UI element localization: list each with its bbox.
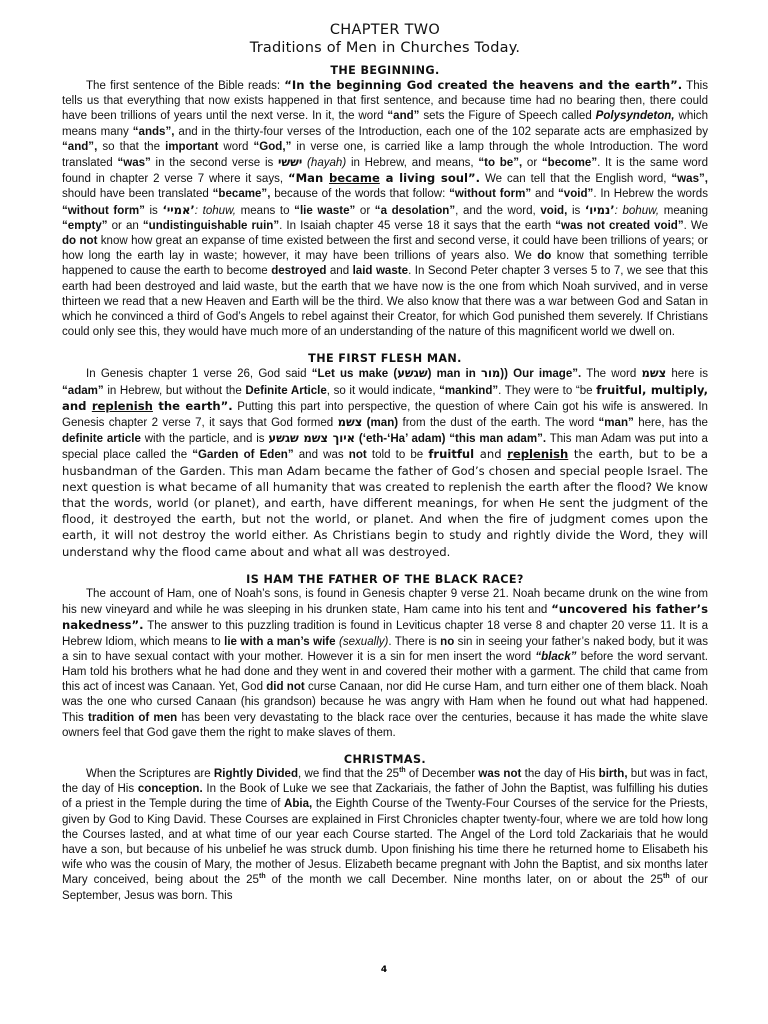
page-number: 4 [380,965,388,975]
section-heading-christmas: CHRISTMAS. [343,752,427,766]
paragraph-beginning: The first sentence of the Bible reads: “In the beginning God created the heavens and the earth”. This tells us that everything that now exists happened in that first sentence, and because time had no bearing then, there could have been trillions of years until the next verse. In it, the word “and” sets the Figure of Speech called Polysyndeton, which means many “ands”, and in the thirty-four verses of the Introduction, each one of the 102 separate acts are emphasized by “and”, so that the important word “God,” in verse one, is carried like a lamp through the whole Introduction. The word translated “was” in the second verse is יששי (hayah) in Hebrew, and means, “to be”, or “become”. It is the same word found in chapter 2 verse 7 where it says, “Man became a living soul”. We can tell that the English word, “was”, should have been translated “became”, because of the words that follow: “without form” and “void”. In Hebrew the words “without form” is ‘אמיי’: tohuw, means to “lie waste” or “a desolation”, and the word, void, is ‘נמיו’: bohuw, meaning “empty” or an “undistinguishable ruin”. In Isaiah chapter 45 verse 18 it says that the earth “was not created void”. We do not know how great an expanse of time existed between the first and second verse, it could have been trillions of years; or how long the earth lay in waste; however, it may have been trillions of years also. We do know that something terrible happened to cause the earth to become destroyed and laid waste. In Second Peter chapter 3 verses 5 to 7, we see that this earth had been destroyed and laid waste, but the earth that we have now is the one from which Noah survived, and in verse thirteen we read that a new Heaven and Earth will be the third. We also know that there was a war between God and Satan in which he convinced a third of God’s Angels to rebel against their Creator, for which God punished them severely. If Christians could only see this, they would have much more of an understanding of the nature of this magnificent world we dwell on. [62,78,709,339]
section-heading-flesh-man: THE FIRST FLESH MAN. [308,352,462,366]
paragraph-flesh-man: In Genesis chapter 1 verse 26, God said “Let us make (שגשע) man in מור)) Our image”. The word צשמ here is “adam” in Hebrew, but without the Definite Article, so it would indicate, “mankind”. They were to “be fruitful, multiply, and replenish the earth”. Putting this part into perspective, the question of where Cain got his wife is answered. In Genesis chapter 2 verse 7, it says that God formed צשמ (man) from the dust of the earth. The word “man” here, has the definite article with the particle, and is איוך צשמ שגשע (‘eth-‘Ha’ adam) “this man adam”. This man Adam was put into a special place called the “Garden of Eden” and was not told to be fruitful and replenish the earth, but to be a husbandman of the Garden. This man Adam became the father of God’s chosen and special people Israel. The next question is what became of all humanity that was created to replenish the earth after the flood? We know that the words, world (or planet), and earth, have different meanings, for when He sent the judgment of the flood, it destroyed the earth, but not the world, or planet. And when the fire of judgment comes upon the earth, it will not destroy the world either. As Christians begin to study and rightly divide the Word, they will understand why the flood came about and what all was destroyed. [62,366,708,559]
paragraph-ham: The account of Ham, one of Noah’s sons, is found in Genesis chapter 9 verse 21. Noah became drunk on the wine from his new vineyard and while he was sleeping in his drunken state, Ham came into his tent and “uncovered his father’s nakedness”. The answer to this puzzling tradition is found in Leviticus chapter 18 verse 8 and chapter 20 verse 11. It is a Hebrew Idiom, which means to lie with a man’s wife (sexually). There is no sin in seeing your father’s naked body, but it was a sin to have sexual contact with your mother. However it is a sin for men insert the word “black” before the word servant. Ham told his brothers what he had done and they went in and covered their mother with a garment. The child that came from this act of incest was Canaan. Yet, God did not curse Canaan, nor did He curse Ham, and turn either one of them black. Noah was the one who cursed Canaan (his grandson) because he was angry with Ham when he found out what had happened. This tradition of men has been very devastating to the black race over the centuries, because it has made the white slave owners feel that God gave them the right to make slaves of them. [62,587,709,739]
chapter-title: Traditions of Men in Churches Today. [249,40,521,56]
document-page [62,22,708,916]
section-heading-beginning: THE BEGINNING. [330,64,440,77]
paragraph-christmas: When the Scriptures are Rightly Divided, we find that the 25th of December was not the day of His birth, but was in fact, the day of His conception. In the Book of Luke we see that Zackariais, the father of John the Baptist, was fulfilling his duties of a priest in the Temple during the time of Abia, the Eighth Course of the Twenty-Four Courses of the service for the Priests, given by God to King David. These Courses are explained in First Chronicles chapter twenty-four, where we are told how long the Courses lasted, and at what time of our year each Course started. The Angel of the Lord told Zackariais that he would have a son, but because of his unbelief he was struck dumb. Upon finishing his time there he returned home to Elisabeth his wife who was the cousin of Mary, the mother of Jesus. Elizabeth became pregnant with John the Baptist, and six months later Mary conceived, being about the 25th of the month we call December. Nine months later, on or about the 25th of our September, Jesus was born. This [62,767,709,902]
section-heading-ham: IS HAM THE FATHER OF THE BLACK RACE? [246,572,524,586]
chapter-header [62,22,708,57]
chapter-label: CHAPTER TWO [329,22,441,38]
